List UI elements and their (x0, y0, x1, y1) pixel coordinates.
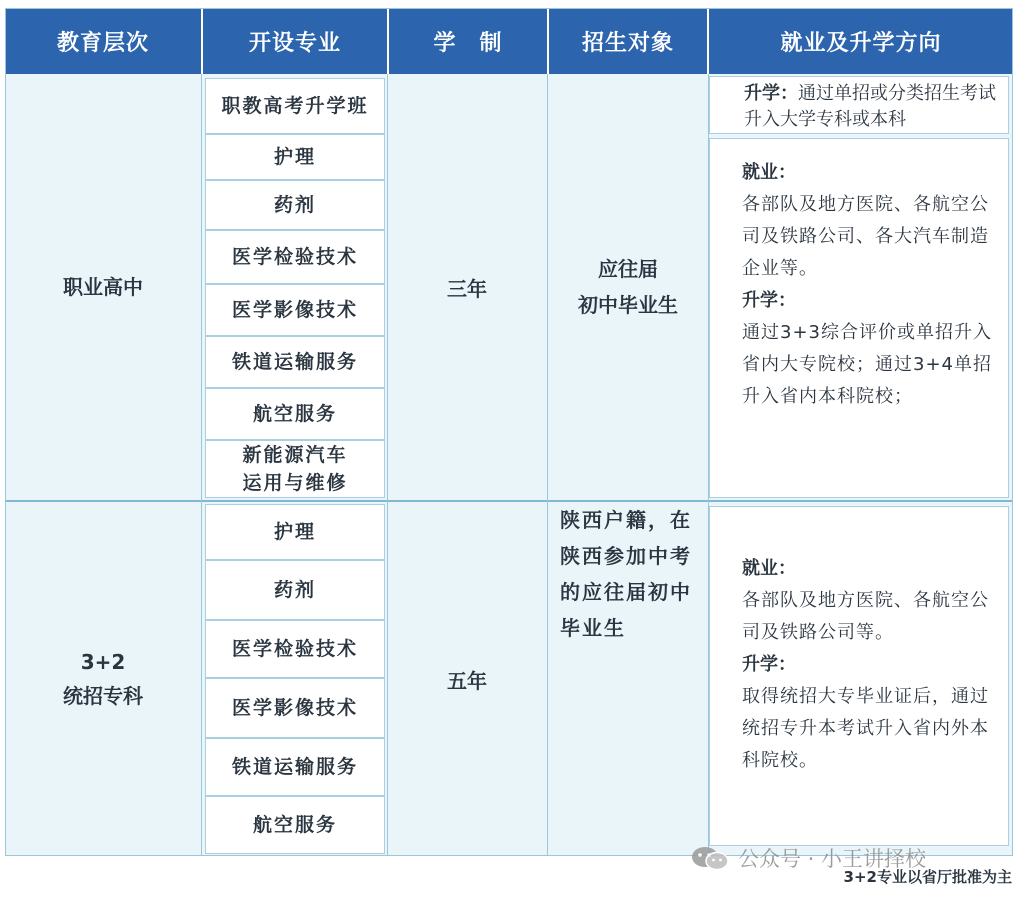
career-box (709, 138, 1009, 498)
major-cell: 医学检验技术 (205, 230, 385, 284)
level-text: 职业高中 (63, 275, 143, 299)
note-text: 通过单招或分类招生考试升入大学专科或本科 (744, 83, 996, 130)
major-cell: 医学影像技术 (205, 284, 385, 336)
major-cell: 医学影像技术 (205, 678, 385, 738)
further-key: 升学： (742, 654, 796, 675)
header-level: 教育层次 (56, 30, 149, 56)
level-cell (5, 74, 201, 500)
header-direction: 就业及升学方向 (780, 30, 942, 56)
career-box (709, 506, 1009, 846)
level-cell (5, 502, 201, 856)
enrollment-table (5, 8, 1013, 856)
major-cell: 职教高考升学班 (205, 78, 385, 134)
major-cell: 护理 (205, 504, 385, 560)
footnote: 3+2专业以省厅批准为主 (843, 868, 1012, 886)
table-header (5, 8, 1013, 74)
employment-key: 就业： (742, 558, 796, 579)
level-text: 统招专科 (63, 684, 143, 708)
major-cell: 航空服务 (205, 796, 385, 854)
target-line: 毕业生 (560, 616, 626, 640)
major-cell: 药剂 (205, 560, 385, 620)
target-line: 的应往届初中 (560, 580, 692, 604)
watermark-text: 公众号 · 小王讲择校 (738, 847, 927, 871)
major-cell: 铁道运输服务 (205, 738, 385, 796)
target-line: 陕西参加中考 (560, 544, 692, 568)
major-cell: 药剂 (205, 180, 385, 230)
header-duration: 学 制 (433, 30, 503, 56)
further-key: 升学： (742, 290, 796, 311)
duration-cell: 三年 (447, 276, 487, 301)
target-cell (548, 502, 708, 856)
target-line: 陕西户籍，在 (560, 508, 692, 532)
target-cell (548, 74, 708, 500)
major-cell: 医学检验技术 (205, 620, 385, 678)
major-cell: 护理 (205, 134, 385, 180)
employment-text: 各部队及地方医院、各航空公司及铁路公司等。 (742, 590, 989, 643)
note-key: 升学： (744, 83, 798, 104)
further-text: 通过3+3综合评价或单招升入省内大专院校；通过3+4单招升入省内本科院校； (742, 322, 992, 407)
major-cell: 航空服务 (205, 388, 385, 440)
target-line: 应往届 (598, 257, 658, 281)
major-cell: 新能源汽车 运用与维修 (205, 440, 385, 498)
employment-text: 各部队及地方医院、各航空公司及铁路公司、各大汽车制造企业等。 (742, 194, 989, 279)
column-divider (201, 74, 202, 856)
duration-cell: 五年 (447, 668, 487, 693)
employment-key: 就业： (742, 162, 796, 183)
major-cell: 铁道运输服务 (205, 336, 385, 388)
header-target: 招生对象 (581, 30, 674, 56)
wechat-icon (690, 845, 730, 871)
target-line: 初中毕业生 (578, 293, 678, 317)
further-text: 取得统招大专毕业证后，通过统招专升本考试升入省内外本科院校。 (742, 686, 989, 771)
level-text: 3+2 (80, 650, 126, 674)
header-major: 开设专业 (248, 30, 341, 56)
further-study-note (709, 76, 1009, 134)
